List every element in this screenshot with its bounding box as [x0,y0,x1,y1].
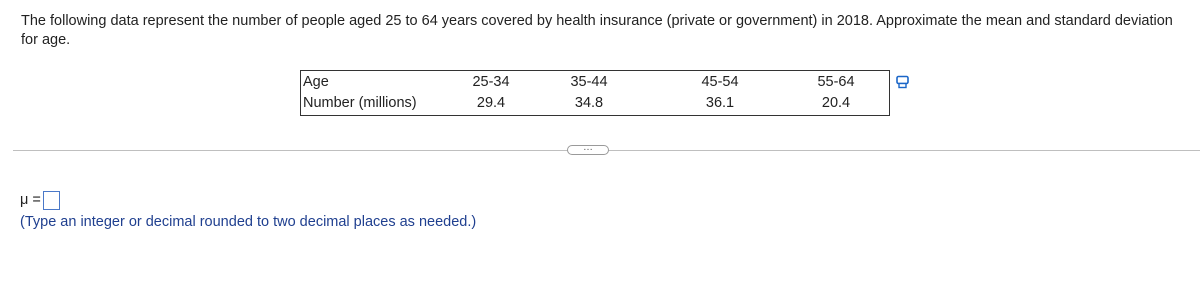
number-cell: 29.4 [476,95,506,111]
mu-label: μ = [20,192,41,209]
answer-row [20,190,60,210]
data-table [300,70,890,116]
number-cell: 34.8 [574,95,604,111]
number-cell: 36.1 [705,95,735,111]
age-cell: 55-64 [817,74,855,90]
question-text: The following data represent the number of people aged 25 to 64 years covered by health insurance (private or government) in 2018. Approximate the mean and standard deviation for age. [21,13,1173,48]
table-row-age [301,72,889,93]
row-label-number: Number (millions) [303,95,417,111]
table-row-number [301,93,889,114]
copy-icon[interactable] [896,75,910,89]
more-options-button[interactable]: … [567,145,609,155]
number-cell: 20.4 [821,95,851,111]
answer-hint: (Type an integer or decimal rounded to two decimal places as needed.) [20,214,477,230]
age-cell: 45-54 [701,74,739,90]
mean-answer-input[interactable] [43,191,60,210]
row-label-age: Age [303,74,329,90]
age-cell: 25-34 [472,74,510,90]
age-cell: 35-44 [570,74,608,90]
